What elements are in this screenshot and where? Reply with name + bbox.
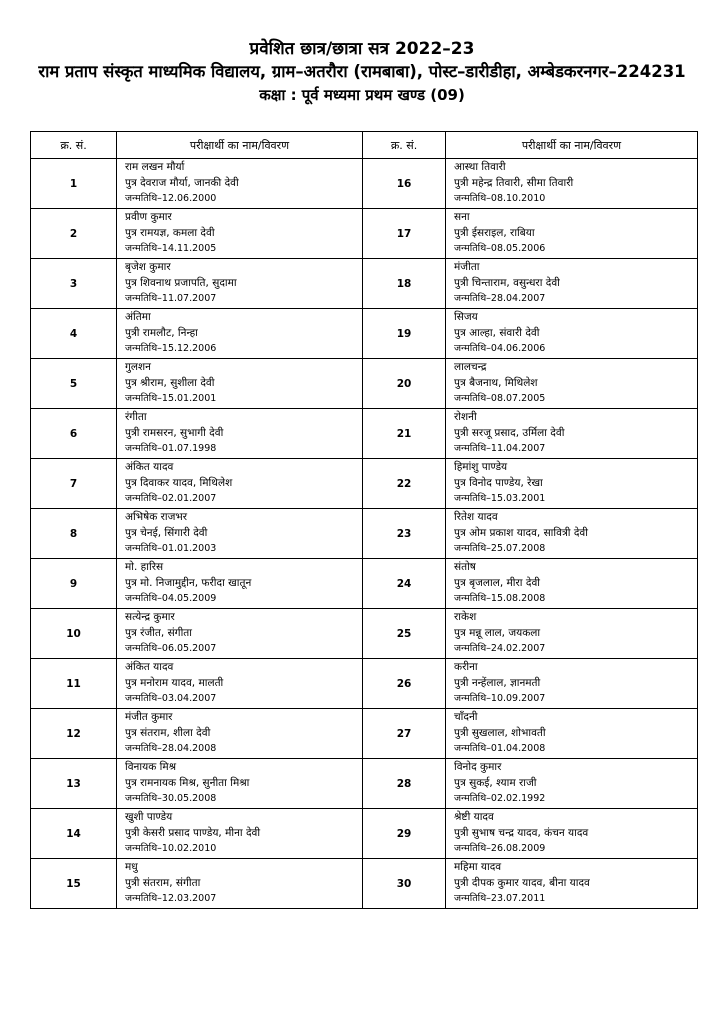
student-details bbox=[446, 409, 698, 459]
student-details bbox=[446, 559, 698, 609]
serial-number: 18 bbox=[363, 259, 446, 309]
student-name: सत्येन्द्र कुमार bbox=[125, 611, 175, 624]
serial-number: 4 bbox=[31, 309, 117, 359]
student-details bbox=[117, 609, 363, 659]
parent-names: पुत्री चिन्ताराम, वसुन्धरा देवी bbox=[454, 276, 560, 289]
parent-names: पुत्र संतराम, शीला देवी bbox=[125, 726, 211, 739]
date-of-birth: जन्मतिथि–10.02.2010 bbox=[125, 843, 217, 855]
parent-names: पुत्र मो. निजामुद्दीन, फरीदा खातून bbox=[125, 576, 252, 589]
serial-number: 3 bbox=[31, 259, 117, 309]
student-details bbox=[117, 359, 363, 409]
student-details bbox=[117, 159, 363, 209]
student-name: आस्था तिवारी bbox=[454, 161, 506, 174]
student-details bbox=[446, 359, 698, 409]
serial-number: 10 bbox=[31, 609, 117, 659]
serial-number: 20 bbox=[363, 359, 446, 409]
student-details bbox=[446, 809, 698, 859]
table-row bbox=[31, 709, 698, 759]
serial-number: 27 bbox=[363, 709, 446, 759]
table-row bbox=[31, 409, 698, 459]
date-of-birth: जन्मतिथि–11.04.2007 bbox=[454, 443, 546, 455]
date-of-birth: जन्मतिथि–02.02.1992 bbox=[454, 793, 546, 805]
serial-number: 6 bbox=[31, 409, 117, 459]
date-of-birth: जन्मतिथि–28.04.2007 bbox=[454, 293, 546, 305]
student-details bbox=[446, 609, 698, 659]
student-details bbox=[446, 509, 698, 559]
session-title: प्रवेशित छात्र/छात्रा सत्र 2022–23 bbox=[249, 39, 475, 59]
student-details bbox=[117, 209, 363, 259]
serial-number: 13 bbox=[31, 759, 117, 809]
parent-names: पुत्र चेनई, सिंगारी देवी bbox=[125, 526, 208, 539]
student-name: अभिषेक राजभर bbox=[125, 511, 188, 524]
student-name: बृजेश कुमार bbox=[125, 261, 171, 274]
serial-number: 29 bbox=[363, 809, 446, 859]
student-details bbox=[117, 409, 363, 459]
student-table bbox=[30, 131, 698, 909]
table-row bbox=[31, 759, 698, 809]
student-details bbox=[446, 159, 698, 209]
table-header-row bbox=[31, 132, 698, 159]
table-row bbox=[31, 259, 698, 309]
date-of-birth: जन्मतिथि–10.09.2007 bbox=[454, 693, 546, 705]
date-of-birth: जन्मतिथि–02.01.2007 bbox=[125, 493, 217, 505]
table-row bbox=[31, 359, 698, 409]
parent-names: पुत्र दिवाकर यादव, मिथिलेश bbox=[125, 476, 233, 489]
parent-names: पुत्री रामलौट, निन्हा bbox=[125, 326, 198, 339]
date-of-birth: जन्मतिथि–15.12.2006 bbox=[125, 343, 217, 355]
parent-names: पुत्र श्रीराम, सुशीला देवी bbox=[125, 376, 215, 389]
date-of-birth: जन्मतिथि–26.08.2009 bbox=[454, 843, 546, 855]
date-of-birth: जन्मतिथि–24.02.2007 bbox=[454, 643, 546, 655]
col-details-left: परीक्षार्थी का नाम/विवरण bbox=[117, 132, 363, 159]
table-row bbox=[31, 209, 698, 259]
parent-names: पुत्र सुकई, श्याम राजी bbox=[454, 776, 537, 789]
student-name: मो. हारिस bbox=[125, 561, 164, 574]
serial-number: 7 bbox=[31, 459, 117, 509]
student-name: राकेश bbox=[454, 611, 477, 624]
student-name: मधु bbox=[125, 861, 138, 874]
student-name: विनायक मिश्र bbox=[125, 761, 177, 774]
serial-number: 26 bbox=[363, 659, 446, 709]
student-details bbox=[117, 459, 363, 509]
student-details bbox=[446, 709, 698, 759]
student-details bbox=[446, 659, 698, 709]
parent-names: पुत्री रामसरन, सुभागी देवी bbox=[125, 426, 224, 439]
date-of-birth: जन्मतिथि–08.07.2005 bbox=[454, 393, 546, 405]
parent-names: पुत्र आल्हा, संवारी देवी bbox=[454, 326, 540, 339]
table-row bbox=[31, 459, 698, 509]
student-details bbox=[117, 659, 363, 709]
parent-names: पुत्री सुखलाल, शोभावती bbox=[454, 726, 546, 739]
student-name: गुलशन bbox=[125, 361, 151, 374]
date-of-birth: जन्मतिथि–01.04.2008 bbox=[454, 743, 546, 755]
serial-number: 17 bbox=[363, 209, 446, 259]
date-of-birth: जन्मतिथि–12.06.2000 bbox=[125, 193, 217, 205]
col-sno-left: क्र. सं. bbox=[31, 132, 117, 159]
parent-names: पुत्र रंजीत, संगीता bbox=[125, 626, 192, 639]
serial-number: 15 bbox=[31, 859, 117, 909]
parent-names: पुत्र मनोराम यादव, मालती bbox=[125, 676, 224, 689]
parent-names: पुत्र बृजलाल, मीरा देवी bbox=[454, 576, 540, 589]
student-name: अंकित यादव bbox=[125, 661, 174, 674]
serial-number: 5 bbox=[31, 359, 117, 409]
student-name: रोशनी bbox=[454, 411, 477, 424]
date-of-birth: जन्मतिथि–08.10.2010 bbox=[454, 193, 546, 205]
parent-names: पुत्री सुभाष चन्द्र यादव, कंचन यादव bbox=[454, 826, 589, 839]
parent-names: पुत्री ईसराइल, राबिया bbox=[454, 226, 535, 239]
student-name: राम लखन मौर्या bbox=[125, 161, 185, 174]
student-details bbox=[446, 209, 698, 259]
parent-names: पुत्री संतराम, संगीता bbox=[125, 876, 201, 889]
parent-names: पुत्र मन्नू लाल, जयकला bbox=[454, 626, 541, 639]
serial-number: 24 bbox=[363, 559, 446, 609]
date-of-birth: जन्मतिथि–12.03.2007 bbox=[125, 893, 217, 905]
student-name: खुशी पाण्डेय bbox=[125, 811, 173, 824]
date-of-birth: जन्मतिथि–30.05.2008 bbox=[125, 793, 217, 805]
parent-names: पुत्री केसरी प्रसाद पाण्डेय, मीना देवी bbox=[125, 826, 261, 839]
date-of-birth: जन्मतिथि–06.05.2007 bbox=[125, 643, 217, 655]
student-name: करीना bbox=[454, 661, 478, 674]
date-of-birth: जन्मतिथि–11.07.2007 bbox=[125, 293, 217, 305]
serial-number: 14 bbox=[31, 809, 117, 859]
serial-number: 19 bbox=[363, 309, 446, 359]
parent-names: पुत्र रामनायक मिश्र, सुनीता मिश्रा bbox=[125, 776, 250, 789]
parent-names: पुत्री सरजू प्रसाद, उर्मिला देवी bbox=[454, 426, 565, 439]
date-of-birth: जन्मतिथि–01.01.2003 bbox=[125, 543, 217, 555]
student-name: लालचन्द्र bbox=[454, 361, 487, 374]
student-name: महिमा यादव bbox=[454, 861, 502, 874]
date-of-birth: जन्मतिथि–01.07.1998 bbox=[125, 443, 217, 455]
serial-number: 28 bbox=[363, 759, 446, 809]
parent-names: पुत्र देवराज मौर्या, जानकी देवी bbox=[125, 176, 239, 189]
student-name: अंकित यादव bbox=[125, 461, 174, 474]
parent-names: पुत्र ओम प्रकाश यादव, सावित्री देवी bbox=[454, 526, 588, 539]
student-name: मंजीता bbox=[454, 261, 480, 274]
student-details bbox=[117, 509, 363, 559]
serial-number: 2 bbox=[31, 209, 117, 259]
date-of-birth: जन्मतिथि–08.05.2006 bbox=[454, 243, 546, 255]
student-details bbox=[117, 709, 363, 759]
serial-number: 16 bbox=[363, 159, 446, 209]
student-details bbox=[446, 459, 698, 509]
serial-number: 23 bbox=[363, 509, 446, 559]
serial-number: 25 bbox=[363, 609, 446, 659]
date-of-birth: जन्मतिथि–23.07.2011 bbox=[454, 893, 546, 905]
parent-names: पुत्र रामयज्ञ, कमला देवी bbox=[125, 226, 215, 239]
student-details bbox=[117, 309, 363, 359]
table-body bbox=[31, 159, 698, 909]
student-name: सिजय bbox=[454, 311, 478, 324]
student-name: प्रवीण कुमार bbox=[125, 211, 172, 224]
col-sno-right: क्र. सं. bbox=[363, 132, 446, 159]
student-details bbox=[446, 859, 698, 909]
table-row bbox=[31, 309, 698, 359]
table-row bbox=[31, 159, 698, 209]
student-details bbox=[117, 759, 363, 809]
date-of-birth: जन्मतिथि–15.01.2001 bbox=[125, 393, 217, 405]
student-details bbox=[446, 259, 698, 309]
serial-number: 30 bbox=[363, 859, 446, 909]
parent-names: पुत्र बैजनाथ, मिथिलेश bbox=[454, 376, 538, 389]
parent-names: पुत्री नन्हेंलाल, ज्ञानमती bbox=[454, 676, 541, 689]
table-row bbox=[31, 659, 698, 709]
student-name: विनोद कुमार bbox=[454, 761, 502, 774]
date-of-birth: जन्मतिथि–15.03.2001 bbox=[454, 493, 546, 505]
table-row bbox=[31, 809, 698, 859]
student-name: मंजीत कुमार bbox=[125, 711, 173, 724]
student-details bbox=[117, 559, 363, 609]
parent-names: पुत्री दीपक कुमार यादव, बीना यादव bbox=[454, 876, 590, 889]
serial-number: 1 bbox=[31, 159, 117, 209]
student-name: अंतिमा bbox=[125, 311, 151, 324]
serial-number: 8 bbox=[31, 509, 117, 559]
serial-number: 11 bbox=[31, 659, 117, 709]
serial-number: 9 bbox=[31, 559, 117, 609]
student-details bbox=[117, 809, 363, 859]
date-of-birth: जन्मतिथि–28.04.2008 bbox=[125, 743, 217, 755]
parent-names: पुत्री महेन्द्र तिवारी, सीमा तिवारी bbox=[454, 176, 574, 189]
date-of-birth: जन्मतिथि–14.11.2005 bbox=[125, 243, 217, 255]
parent-names: पुत्र शिवनाथ प्रजापति, सुदामा bbox=[125, 276, 237, 289]
table-row bbox=[31, 559, 698, 609]
student-details bbox=[117, 859, 363, 909]
table-row bbox=[31, 609, 698, 659]
date-of-birth: जन्मतिथि–25.07.2008 bbox=[454, 543, 546, 555]
table-row bbox=[31, 859, 698, 909]
student-name: सना bbox=[454, 211, 470, 224]
col-details-right: परीक्षार्थी का नाम/विवरण bbox=[446, 132, 698, 159]
student-details bbox=[446, 759, 698, 809]
serial-number: 12 bbox=[31, 709, 117, 759]
student-name: रितेश यादव bbox=[454, 511, 498, 524]
date-of-birth: जन्मतिथि–15.08.2008 bbox=[454, 593, 546, 605]
student-name: संतोष bbox=[454, 561, 476, 574]
student-name: हिमांशु पाण्डेय bbox=[454, 461, 508, 474]
date-of-birth: जन्मतिथि–03.04.2007 bbox=[125, 693, 217, 705]
student-details bbox=[446, 309, 698, 359]
student-name: चाँदनी bbox=[454, 711, 478, 724]
parent-names: पुत्र विनोद पाण्डेय, रेखा bbox=[454, 476, 543, 489]
table-row bbox=[31, 509, 698, 559]
document-header bbox=[0, 38, 724, 106]
date-of-birth: जन्मतिथि–04.05.2009 bbox=[125, 593, 217, 605]
school-name-address: राम प्रताप संस्कृत माध्यमिक विद्यालय, ग्राम–अतरौरा (रामबाबा), पोस्ट–डारीडीहा, अम्बेडकरनगर–224231 bbox=[38, 62, 686, 81]
serial-number: 22 bbox=[363, 459, 446, 509]
serial-number: 21 bbox=[363, 409, 446, 459]
student-name: श्रेष्टी यादव bbox=[454, 811, 494, 824]
date-of-birth: जन्मतिथि–04.06.2006 bbox=[454, 343, 546, 355]
student-details bbox=[117, 259, 363, 309]
class-title: कक्षा : पूर्व मध्यमा प्रथम खण्ड (09) bbox=[259, 86, 465, 104]
student-name: रंगीता bbox=[125, 411, 147, 424]
